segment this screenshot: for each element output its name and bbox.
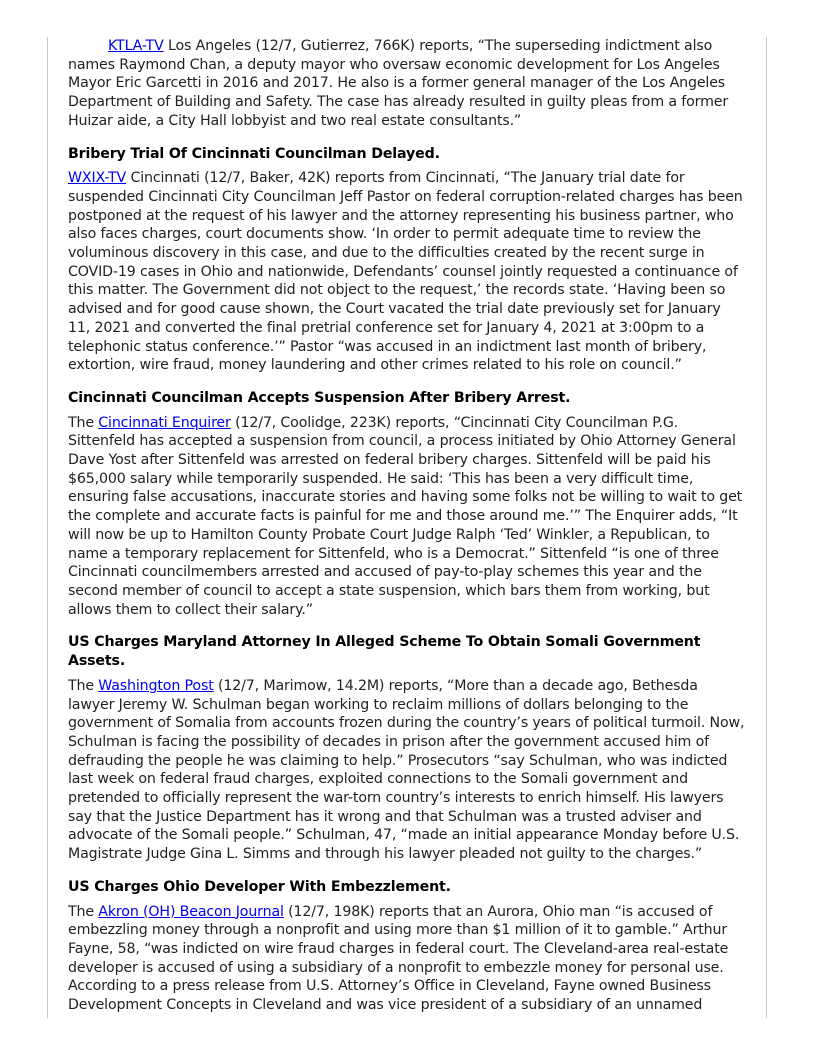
source-link-wxix[interactable]: WXIX-TV [68,170,127,187]
source-link-cincinnati-enquirer[interactable]: Cincinnati Enquirer [98,414,231,431]
article-paragraph [68,903,746,1015]
intro-paragraph [68,37,746,131]
source-link-akron-beacon-journal[interactable]: Akron (OH) Beacon Journal [98,903,284,920]
source-link-washington-post[interactable]: Washington Post [98,677,214,694]
article-text: (12/7, Coolidge, 223K) reports, “Cincinnati City Councilman P.G. Sittenfeld has accepted a suspension from council, a process initiated by Ohio Attorney General Dave Yost after Sittenfeld was arrested on federal bribery charges. Sittenfeld will be paid his $65,000 salary while temporarily suspended. He said: ‘This has been a very difficult time, ensuring false accusations, inaccurate stories and having some folks not be willing to wait to get the complete and accurate facts is painful for me and those around me.’” The Enquirer adds, “It will now be up to Hamilton County Probate Court Judge Ralph ‘Ted’ Winkler, a Republican, to name a temporary replacement for Sittenfeld, who is a Democrat.” Sittenfeld “is one of three Cincinnati councilmembers arrested and accused of pay-to-play schemes this year and the second member of council to accept a state suspension, which bars them from working, but allows them to collect their salary.” [68,414,743,618]
document-page [47,37,767,1018]
article-prefix: The [68,903,99,920]
headline-councilman-suspension: Cincinnati Councilman Accepts Suspension After Bribery Arrest. [68,389,571,406]
article-text: Cincinnati (12/7, Baker, 42K) reports from Cincinnati, “The January trial date for suspended Cincinnati City Councilman Jeff Pastor on federal corruption-related charges has been postponed at the request of his lawyer and the attorney representing his business partner, who also faces charges, court documents show. ‘In order to permit adequate time to review the voluminous discovery in this case, and due to the difficulties created by the recent surge in COVID-19 cases in Ohio and nationwide, Defendants’ counsel jointly requested a continuance of this matter. The Government did not object to the request,’ the records state. ‘Having been so advised and for good cause shown, the Court vacated the trial date previously set for January 11, 2021 and converted the final pretrial conference set for January 4, 2021 at 3:00pm to a telephonic status conference.’” Pastor “was accused in an indictment last month of bribery, extortion, wire fraud, money laundering and other crimes related to his role on council.” [68,170,743,374]
headline-bribery-trial-delayed: Bribery Trial Of Cincinnati Councilman Delayed. [68,145,440,162]
source-link-ktla[interactable]: KTLA-TV [108,38,164,54]
article-text: (12/7, 198K) reports that an Aurora, Ohio man “is accused of embezzling money through a nonprofit and using more than $1 million of it to gamble.” Arthur Fayne, 58, “was indicted on wire fraud charges in federal court. The Cleveland-area real-estate developer is accused of using a subsidiary of a nonprofit to embezzle money for personal use. According to a press release from U.S. Attorney’s Office in Cleveland, Fayne owned Business Development Concepts in Cleveland and was vice president of a subsidiary of an unnamed [68,903,729,1014]
article-paragraph [68,677,746,864]
intro-text: Los Angeles (12/7, Gutierrez, 766K) reports, “The superseding indictment also names Raymond Chan, a deputy mayor who oversaw economic development for Los Angeles Mayor Eric Garcetti in 2016 and 2017. He also is a former general manager of the Los Angeles Department of Building and Safety. The case has already resulted in guilty pleas from a former Huizar aide, a City Hall lobbyist and two real estate consultants.” [68,38,729,129]
article-paragraph [68,169,746,375]
headline-maryland-attorney: US Charges Maryland Attorney In Alleged Scheme To Obtain Somali Government Assets. [68,634,701,670]
article-paragraph [68,414,746,620]
article-prefix: The [68,414,99,431]
headline-ohio-developer: US Charges Ohio Developer With Embezzlement. [68,878,451,895]
article-text: (12/7, Marimow, 14.2M) reports, “More than a decade ago, Bethesda lawyer Jeremy W. Schulman began working to reclaim millions of dollars belonging to the government of Somalia from accounts frozen during the country’s years of political turmoil. Now, Schulman is facing the possibility of decades in prison after the government accused him of defrauding the people he was claiming to help.” Prosecutors “say Schulman, who was indicted last week on federal fraud charges, exploited connections to the Somali government and pretended to officially represent the war-torn country’s interests to enrich himself. His lawyers say that the Justice Department has it wrong and that Schulman was a trusted adviser and advocate of the Somali people.” Schulman, 47, “made an initial appearance Monday before U.S. Magistrate Judge Gina L. Simms and through his lawyer pleaded not guilty to the charges.” [68,677,745,863]
article-prefix: The [68,677,99,694]
